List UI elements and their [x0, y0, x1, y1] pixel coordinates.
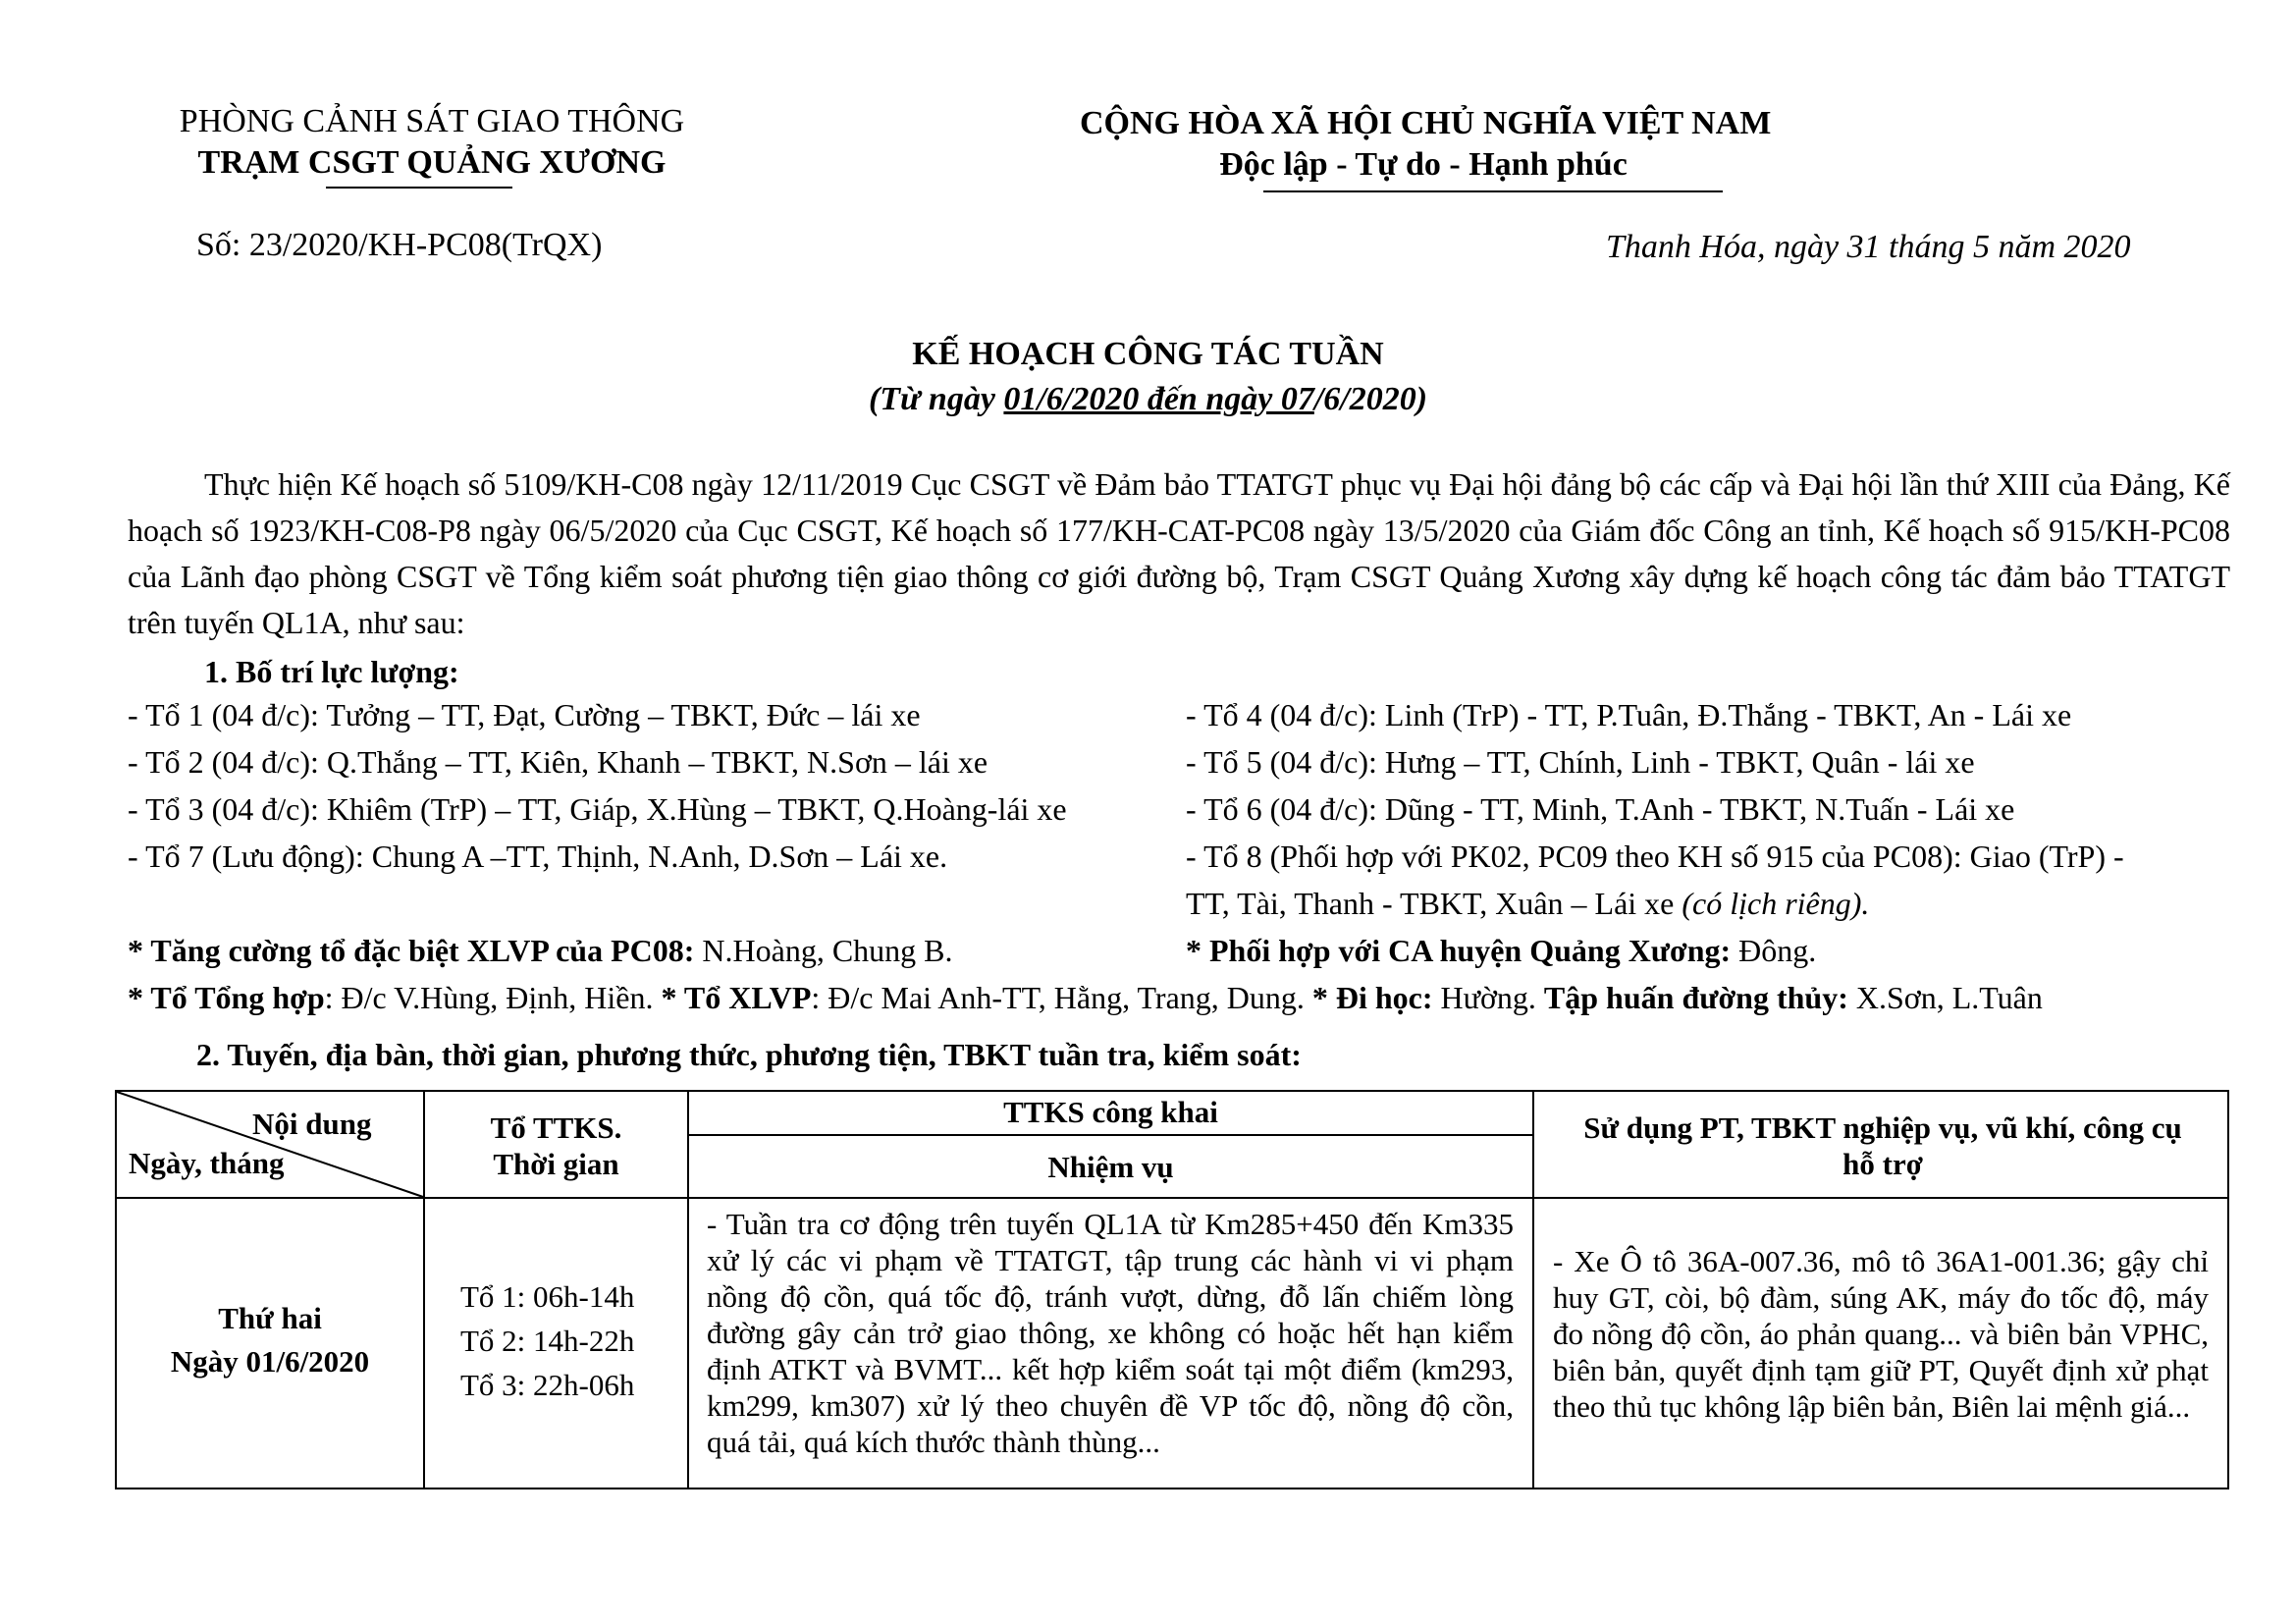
row-shift-3: Tổ 3: 22h-06h: [460, 1368, 635, 1402]
header-team-2: Thời gian: [493, 1147, 619, 1181]
table-border-right: [2227, 1090, 2229, 1489]
team-8-note: (có lịch riêng).: [1682, 886, 1870, 921]
header-content: Nội dung: [252, 1107, 372, 1141]
xlvp-team-label: * Tổ XLVP: [661, 980, 812, 1015]
summary-team-value: : Đ/c V.Hùng, Định, Hiền.: [324, 980, 662, 1015]
section-1-heading: 1. Bố trí lực lượng:: [204, 654, 459, 689]
team-7-left: - Tổ 7 (Lưu động): Chung A –TT, Thịnh, N.Anh, D.Sơn – Lái xe.: [128, 839, 948, 874]
column-divider-3: [1532, 1090, 1534, 1489]
header-task: Nhiệm vụ: [1047, 1150, 1174, 1184]
header-team-1: Tổ TTKS.: [490, 1110, 622, 1145]
summary-team-label: * Tổ Tổng hợp: [128, 980, 325, 1015]
place-date: Thanh Hóa, ngày 31 tháng 5 năm 2020: [1606, 229, 2131, 265]
special-team-value: N.Hoàng, Chung B.: [694, 933, 953, 968]
header-date: Ngày, tháng: [129, 1146, 285, 1180]
team-3-left: - Tổ 3 (04 đ/c): Khiêm (TrP) – TT, Giáp, X.Hùng – TBKT, Q.Hoàng-lái xe: [128, 791, 1067, 827]
agency-underline: [326, 187, 512, 189]
section-2-heading: 2. Tuyến, địa bàn, thời gian, phương thức, phương tiện, TBKT tuần tra, kiểm soát:: [196, 1037, 1302, 1072]
team-5-right: - Tổ 5 (04 đ/c): Hưng – TT, Chính, Linh - TBKT, Quân - lái xe: [1186, 744, 1975, 780]
row-date: Ngày 01/6/2020: [170, 1344, 370, 1379]
header-row-divider: [115, 1197, 2229, 1199]
national-motto: Độc lập - Tự do - Hạnh phúc: [1219, 146, 1628, 183]
document-number: Số: 23/2020/KH-PC08(TrQX): [196, 227, 603, 263]
team-8-right: - Tổ 8 (Phối hợp với PK02, PC09 theo KH số 915 của PC08): Giao (TrP) -: [1186, 839, 2124, 874]
intro-paragraph: Thực hiện Kế hoạch số 5109/KH-C08 ngày 12/11/2019 Cục CSGT về Đảm bảo TTATGT phục vụ Đại hội đảng bộ các cấp và Đại hội lần thứ XIII của Đảng, Kế hoạch số 1923/KH-C08-P8 ngày 06/5/2020 của Cục CSGT, Kế hoạch số 177/KH-CAT-PC08 ngày 13/5/2020 của Giám đốc Công an tỉnh, Kế hoạch số 915/KH-PC08 của Lãnh đạo phòng CSGT về Tổng kiểm soát phương tiện giao thông cơ giới đường bộ, Trạm CSGT Quảng Xương xây dựng kế hoạch công tác đảm bảo TTATGT trên tuyến QL1A, như sau:: [128, 466, 2230, 640]
row-shift-2: Tổ 2: 14h-22h: [460, 1324, 635, 1358]
team-2-left: - Tổ 2 (04 đ/c): Q.Thắng – TT, Kiên, Khanh – TBKT, N.Sơn – lái xe: [128, 744, 988, 780]
special-team-line: [128, 931, 953, 970]
agency-line-2: TRẠM CSGT QUẢNG XƯƠNG: [197, 144, 667, 181]
country-name: CỘNG HÒA XÃ HỘI CHỦ NGHĨA VIỆT NAM: [1080, 105, 1772, 141]
team-6-right: - Tổ 6 (04 đ/c): Dũng - TT, Minh, T.Anh - TBKT, N.Tuấn - Lái xe: [1186, 791, 2015, 827]
subtitle-suffix: /6/2020): [1313, 381, 1428, 417]
row-day: Thứ hai: [218, 1301, 322, 1335]
row-equipment: - Xe Ô tô 36A-007.36, mô tô 36A1-001.36; gậy chỉ huy GT, còi, bộ đàm, súng AK, máy đo tốc độ, máy đo nồng độ cồn, áo phản quang... và biên bản VPHC, biên bản, quyết định tạm giữ PT, Quyết định xử phạt theo thủ tục không lập biên bản, Biên lai mệnh giá...: [1553, 1244, 2209, 1424]
subheader-divider: [687, 1134, 1533, 1136]
row-shift-1: Tổ 1: 06h-14h: [460, 1279, 635, 1314]
header-equipment: Sử dụng PT, TBKT nghiệp vụ, vũ khí, công cụ hỗ trợ: [1583, 1110, 2182, 1181]
study-label: * Đi học:: [1311, 980, 1433, 1015]
training-value: X.Sơn, L.Tuân: [1847, 980, 2043, 1015]
training-label: Tập huấn đường thủy:: [1543, 980, 1848, 1015]
table-border-bottom: [115, 1488, 2229, 1489]
plan-subtitle: [393, 380, 1903, 419]
coordination-value: Đông.: [1731, 933, 1817, 968]
coordination-label: * Phối hợp với CA huyện Quảng Xương:: [1186, 933, 1732, 968]
row-task: - Tuần tra cơ động trên tuyến QL1A từ Km285+450 đến Km335 xử lý các vi phạm về TTATGT, tập trung các hành vi vi phạm nồng độ cồn, quá tốc độ, tránh vượt, dừng, đỗ lấn chiếm lòng đường gây cản trở giao thông, xe không có hoặc hết hạn kiểm định ATKT và BVMT... kết hợp kiểm soát tại một điểm (km293, km299, km307) xử lý theo chuyên đề VP tốc độ, nồng độ cồn, quá tải, quá kích thước thành thùng...: [707, 1207, 1514, 1459]
plan-title: KẾ HOẠCH CÔNG TÁC TUẦN: [912, 336, 1384, 372]
agency-line-1: PHÒNG CẢNH SÁT GIAO THÔNG: [179, 103, 685, 139]
study-value: Hường.: [1432, 980, 1544, 1015]
xlvp-team-value: : Đ/c Mai Anh-TT, Hằng, Trang, Dung.: [811, 980, 1312, 1015]
team-1-left: - Tổ 1 (04 đ/c): Tưởng – TT, Đạt, Cường – TBKT, Đức – lái xe: [128, 697, 921, 732]
patrol-schedule-table: [115, 1090, 2229, 1489]
motto-underline: [1263, 190, 1723, 192]
special-team-label: * Tăng cường tổ đặc biệt XLVP của PC08:: [128, 933, 695, 968]
team-8-continued: [1186, 884, 1869, 923]
header-public-patrol: TTKS công khai: [1003, 1095, 1218, 1129]
subtitle-dates: 01/6/2020 đến ngày 07: [1003, 381, 1314, 417]
subtitle-prefix: (Từ ngày: [868, 381, 1004, 417]
support-teams-line: [128, 978, 2043, 1017]
coordination-line: [1186, 931, 1816, 970]
team-4-right: - Tổ 4 (04 đ/c): Linh (TrP) - TT, P.Tuân, Đ.Thắng - TBKT, An - Lái xe: [1186, 697, 2072, 732]
table-border-top: [115, 1090, 2229, 1092]
team-8-members: TT, Tài, Thanh - TBKT, Xuân – Lái xe: [1186, 886, 1682, 921]
